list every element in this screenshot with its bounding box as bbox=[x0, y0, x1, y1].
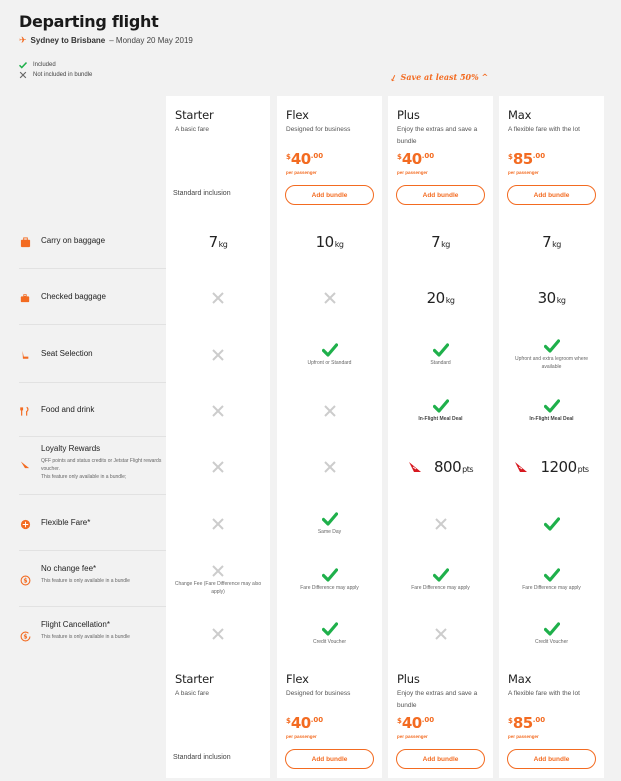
legend bbox=[19, 60, 92, 80]
cell-flex bbox=[277, 214, 382, 270]
feature-label: Carry on baggage bbox=[41, 236, 106, 245]
price-currency: $ bbox=[397, 717, 402, 725]
feature-value bbox=[209, 233, 228, 251]
cell-note: Fare Difference may apply bbox=[522, 585, 581, 591]
check-icon bbox=[322, 512, 338, 526]
bundle-price bbox=[286, 150, 323, 168]
feature-label: Seat Selection bbox=[41, 349, 93, 358]
per-passenger: per passenger bbox=[508, 170, 539, 175]
cell-plus bbox=[388, 496, 493, 552]
feature-value bbox=[542, 233, 561, 251]
price-currency: $ bbox=[508, 717, 513, 725]
cutlery-icon bbox=[19, 405, 31, 417]
feature-value bbox=[434, 458, 473, 476]
legend-not-included-label: Not included in bundle bbox=[33, 72, 93, 78]
bundle-price bbox=[508, 714, 545, 732]
flexible-fare-icon bbox=[19, 518, 31, 530]
bundle-name: Plus bbox=[397, 672, 420, 686]
page-header bbox=[19, 12, 193, 46]
price-cents: .00 bbox=[310, 152, 324, 160]
cell-note: Upfront and extra legroom where available bbox=[514, 356, 589, 370]
cell-note: In-Flight Meal Deal bbox=[418, 416, 463, 422]
feature-value bbox=[316, 233, 344, 251]
dollar-circle-icon bbox=[19, 574, 31, 586]
bundle-name: Flex bbox=[286, 108, 309, 122]
value-number: 800 bbox=[433, 458, 462, 476]
cell-starter bbox=[166, 438, 270, 496]
standard-inclusion-label: Standard inclusion bbox=[173, 190, 231, 197]
carry-on-bag-icon bbox=[19, 236, 31, 248]
cell-starter bbox=[166, 608, 270, 660]
price-cents: .00 bbox=[310, 716, 324, 724]
cell-flex bbox=[277, 496, 382, 552]
price-amount: 85 bbox=[512, 150, 533, 168]
cell-max bbox=[499, 326, 604, 384]
bundle-desc: Designed for business bbox=[286, 126, 351, 133]
feature-label: Flexible Fare* bbox=[41, 518, 91, 527]
check-icon bbox=[544, 568, 560, 582]
check-icon bbox=[322, 568, 338, 582]
value-number: 1200 bbox=[540, 458, 577, 476]
cell-plus bbox=[388, 270, 493, 326]
cell-starter bbox=[166, 326, 270, 384]
value-unit: kg bbox=[441, 240, 450, 249]
feature-label: Checked baggage bbox=[41, 292, 106, 301]
bundle-card-flex-top bbox=[277, 96, 382, 211]
value-number: 7 bbox=[431, 233, 441, 251]
cell-note: Fare Difference may apply bbox=[411, 585, 470, 591]
bundle-card-max-bottom bbox=[499, 660, 604, 778]
cell-note: Same Day bbox=[317, 529, 342, 535]
bundle-name: Max bbox=[508, 108, 532, 122]
cell-flex bbox=[277, 326, 382, 384]
add-bundle-button-plus-bottom[interactable]: Add bundle bbox=[396, 749, 485, 769]
row-divider bbox=[19, 382, 166, 383]
legend-not-included bbox=[19, 70, 92, 80]
promo-callout bbox=[390, 72, 488, 84]
cross-icon bbox=[323, 460, 337, 474]
svg-text:$: $ bbox=[22, 577, 28, 585]
feature-value bbox=[427, 289, 455, 307]
cross-icon bbox=[211, 291, 225, 305]
feature-row-label bbox=[19, 292, 166, 304]
add-bundle-button-flex[interactable]: Add bundle bbox=[285, 185, 374, 205]
value-number: 7 bbox=[208, 233, 218, 251]
cross-icon bbox=[434, 627, 448, 641]
cell-starter bbox=[166, 552, 270, 608]
feature-sublabel-2: This feature only available in a bundle; bbox=[41, 474, 127, 480]
cross-icon bbox=[211, 460, 225, 474]
bundle-card-max-top bbox=[499, 96, 604, 211]
check-icon bbox=[544, 399, 560, 413]
cross-icon bbox=[19, 71, 27, 79]
bundle-name: Max bbox=[508, 672, 532, 686]
check-icon bbox=[544, 339, 560, 353]
route-text: Sydney to Brisbane bbox=[30, 36, 106, 45]
cell-plus bbox=[388, 438, 493, 496]
cell-note: In-Flight Meal Deal bbox=[529, 416, 574, 422]
feature-row-label bbox=[19, 236, 166, 248]
bundle-name: Starter bbox=[175, 672, 214, 686]
bundle-desc: Enjoy the extras and save a bundle bbox=[397, 690, 478, 709]
price-amount: 40 bbox=[401, 714, 422, 732]
cell-flex bbox=[277, 384, 382, 438]
row-divider bbox=[19, 494, 166, 495]
feature-value bbox=[540, 458, 588, 476]
feature-value bbox=[431, 233, 450, 251]
check-icon bbox=[322, 622, 338, 636]
add-bundle-button-max-bottom[interactable]: Add bundle bbox=[507, 749, 596, 769]
per-passenger: per passenger bbox=[286, 734, 317, 739]
legend-included bbox=[19, 60, 92, 70]
bundle-desc: A basic fare bbox=[175, 126, 209, 133]
cell-max bbox=[499, 384, 604, 438]
cross-icon bbox=[211, 564, 225, 578]
feature-row-label bbox=[19, 564, 166, 586]
cross-icon bbox=[211, 627, 225, 641]
value-unit: kg bbox=[556, 296, 566, 305]
seat-icon bbox=[19, 349, 31, 361]
bundle-name: Flex bbox=[286, 672, 309, 686]
price-cents: .00 bbox=[421, 152, 435, 160]
feature-label: Flight Cancellation* bbox=[41, 620, 110, 629]
price-amount: 85 bbox=[512, 714, 533, 732]
bundle-desc: Enjoy the extras and save a bundle bbox=[397, 126, 478, 145]
curved-arrow-icon: ↙ bbox=[388, 73, 400, 85]
bundle-name: Starter bbox=[175, 108, 214, 122]
check-icon bbox=[322, 343, 338, 357]
cell-note: Upfront or Standard bbox=[307, 360, 352, 366]
cross-icon bbox=[211, 348, 225, 362]
cell-flex bbox=[277, 608, 382, 660]
feature-sublabel: This feature is only available in a bundle bbox=[41, 634, 130, 640]
value-unit: kg bbox=[218, 240, 228, 249]
qantas-tail-icon bbox=[514, 461, 528, 473]
check-icon bbox=[19, 61, 27, 69]
bundle-card-starter-bottom bbox=[166, 660, 270, 778]
cell-max bbox=[499, 214, 604, 270]
value-unit: kg bbox=[445, 296, 455, 305]
value-unit: kg bbox=[334, 240, 344, 249]
cross-icon bbox=[211, 517, 225, 531]
feature-row-label bbox=[19, 518, 166, 530]
feature-row-label bbox=[19, 349, 166, 361]
cell-plus bbox=[388, 326, 493, 384]
per-passenger: per passenger bbox=[397, 170, 428, 175]
cross-icon bbox=[323, 291, 337, 305]
refund-circle-icon bbox=[19, 630, 31, 642]
bundle-name: Plus bbox=[397, 108, 420, 122]
price-cents: .00 bbox=[532, 716, 546, 724]
price-amount: 40 bbox=[290, 714, 311, 732]
value-number: 20 bbox=[426, 289, 445, 307]
cell-flex bbox=[277, 438, 382, 496]
bundle-card-plus-top bbox=[388, 96, 493, 211]
cell-starter bbox=[166, 214, 270, 270]
bundle-card-flex-bottom bbox=[277, 660, 382, 778]
price-currency: $ bbox=[286, 717, 291, 725]
feature-value bbox=[538, 289, 566, 307]
cross-icon bbox=[211, 404, 225, 418]
check-icon bbox=[433, 399, 449, 413]
price-currency: $ bbox=[286, 153, 291, 161]
loyalty-tail-icon bbox=[19, 458, 31, 470]
add-bundle-button-max[interactable]: Add bundle bbox=[507, 185, 596, 205]
bundle-price bbox=[397, 150, 434, 168]
feature-sublabel: QFF points and status credits or Jetstar Flight rewards voucher. bbox=[41, 458, 162, 472]
cell-plus bbox=[388, 552, 493, 608]
cell-plus bbox=[388, 214, 493, 270]
cell-max bbox=[499, 496, 604, 552]
feature-label: Food and drink bbox=[41, 405, 95, 414]
price-amount: 40 bbox=[290, 150, 311, 168]
cell-note: Standard bbox=[430, 360, 451, 366]
plane-icon: ✈ bbox=[19, 35, 27, 45]
cell-note: Credit Voucher bbox=[312, 639, 347, 645]
check-icon bbox=[544, 622, 560, 636]
cell-plus bbox=[388, 608, 493, 660]
cross-icon bbox=[323, 404, 337, 418]
add-bundle-button-flex-bottom[interactable]: Add bundle bbox=[285, 749, 374, 769]
cell-starter bbox=[166, 496, 270, 552]
feature-sublabel: This feature is only available in a bundle bbox=[41, 578, 130, 584]
value-unit: pts bbox=[577, 465, 589, 474]
bundle-desc: A flexible fare with the lot bbox=[508, 126, 580, 133]
check-icon bbox=[433, 343, 449, 357]
bundle-card-starter-top bbox=[166, 96, 270, 211]
cell-note: Change Fee (Fare Difference may also apply) bbox=[174, 581, 262, 595]
row-divider bbox=[19, 606, 166, 607]
cell-note: Credit Voucher bbox=[534, 639, 569, 645]
cell-max bbox=[499, 438, 604, 496]
bundle-desc: A flexible fare with the lot bbox=[508, 690, 580, 697]
cell-max bbox=[499, 270, 604, 326]
bundle-desc: Designed for business bbox=[286, 690, 351, 697]
cell-max bbox=[499, 552, 604, 608]
per-passenger: per passenger bbox=[508, 734, 539, 739]
feature-row-label bbox=[19, 405, 166, 417]
checked-bag-icon bbox=[19, 292, 31, 304]
price-amount: 40 bbox=[401, 150, 422, 168]
cell-starter bbox=[166, 384, 270, 438]
check-icon bbox=[544, 517, 560, 531]
price-cents: .00 bbox=[532, 152, 546, 160]
feature-label: Loyalty Rewards bbox=[41, 444, 101, 453]
per-passenger: per passenger bbox=[397, 734, 428, 739]
page-title: Departing flight bbox=[19, 12, 159, 31]
value-unit: pts bbox=[462, 465, 474, 474]
cross-icon bbox=[434, 517, 448, 531]
bundle-price bbox=[508, 150, 545, 168]
feature-row-label bbox=[19, 620, 166, 642]
legend-included-label: Included bbox=[33, 62, 56, 68]
promo-text: Save at least 50% ^ bbox=[400, 72, 489, 82]
bundle-price bbox=[397, 714, 434, 732]
cell-max bbox=[499, 608, 604, 660]
flight-date: – Monday 20 May 2019 bbox=[109, 36, 193, 45]
row-divider bbox=[19, 436, 166, 437]
svg-text:$: $ bbox=[22, 633, 28, 641]
add-bundle-button-plus[interactable]: Add bundle bbox=[396, 185, 485, 205]
value-number: 30 bbox=[537, 289, 556, 307]
feature-row-label bbox=[19, 444, 166, 481]
check-icon bbox=[433, 568, 449, 582]
row-divider bbox=[19, 324, 166, 325]
cell-plus bbox=[388, 384, 493, 438]
standard-inclusion-label: Standard inclusion bbox=[173, 754, 231, 761]
price-currency: $ bbox=[508, 153, 513, 161]
cell-flex bbox=[277, 552, 382, 608]
price-currency: $ bbox=[397, 153, 402, 161]
flight-route bbox=[19, 35, 193, 46]
cell-starter bbox=[166, 270, 270, 326]
value-number: 10 bbox=[315, 233, 334, 251]
row-divider bbox=[19, 550, 166, 551]
cell-flex bbox=[277, 270, 382, 326]
bundle-price bbox=[286, 714, 323, 732]
qantas-tail-icon bbox=[408, 461, 422, 473]
price-cents: .00 bbox=[421, 716, 435, 724]
bundle-desc: A basic fare bbox=[175, 690, 209, 697]
feature-label: No change fee* bbox=[41, 564, 97, 573]
per-passenger: per passenger bbox=[286, 170, 317, 175]
value-number: 7 bbox=[542, 233, 552, 251]
cell-note: Fare Difference may apply bbox=[300, 585, 359, 591]
value-unit: kg bbox=[552, 240, 561, 249]
row-divider bbox=[19, 268, 166, 269]
bundle-card-plus-bottom bbox=[388, 660, 493, 778]
